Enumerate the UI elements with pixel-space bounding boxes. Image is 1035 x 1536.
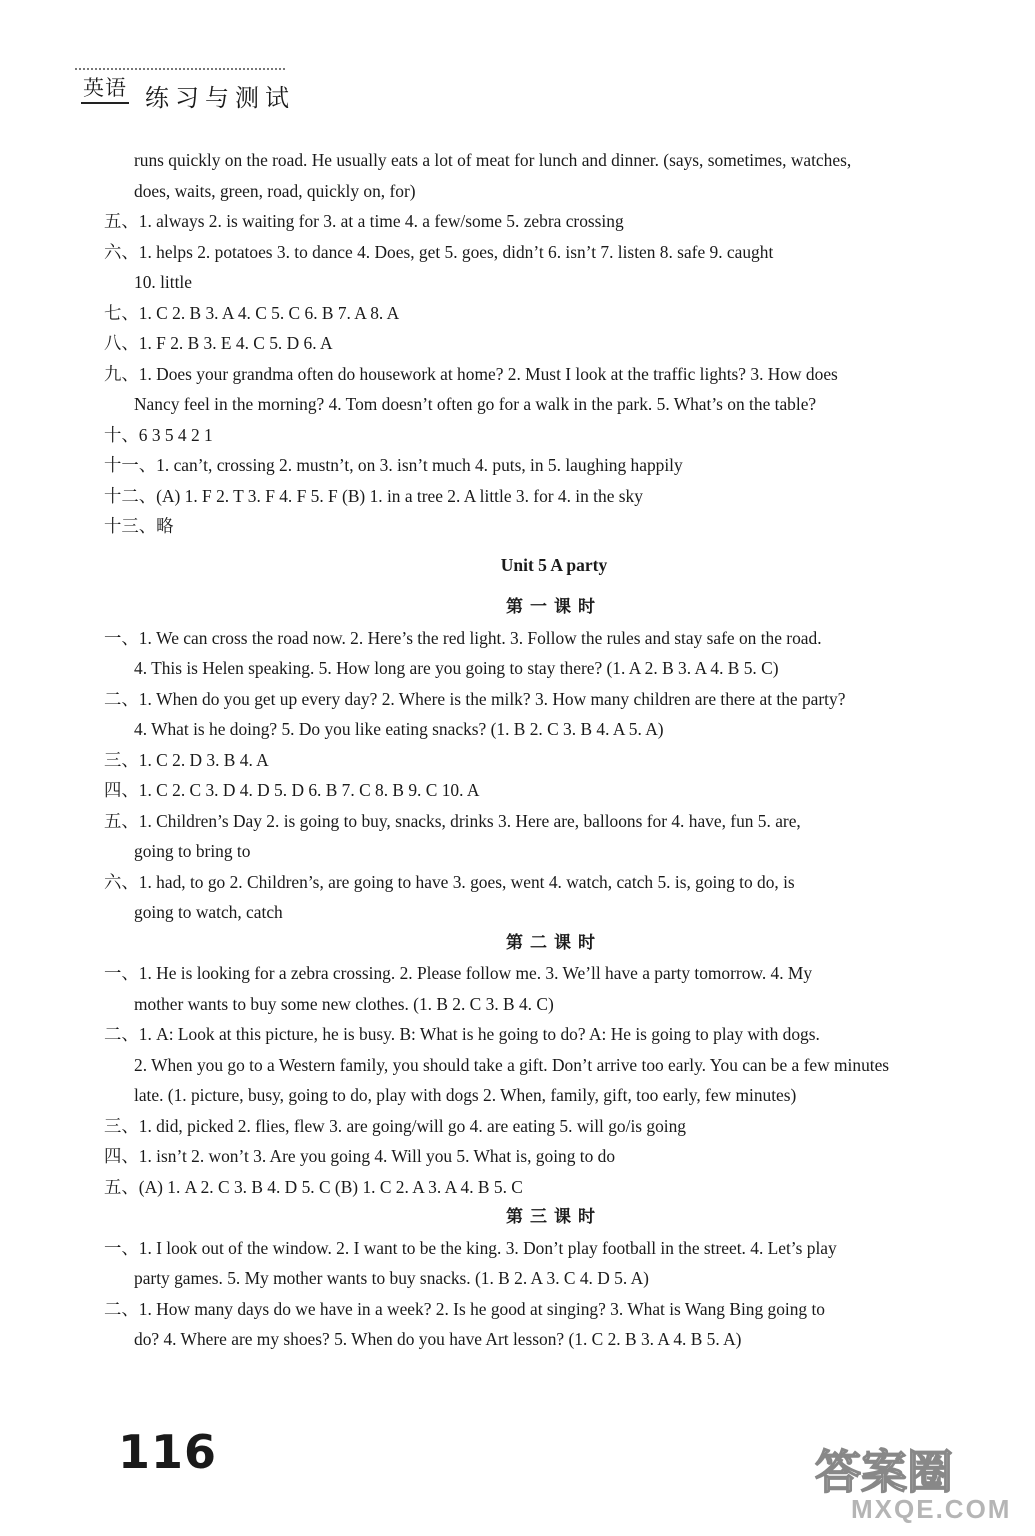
answer-line-continued: going to watch, catch: [134, 902, 283, 922]
subject-label: 英语: [81, 72, 129, 104]
unit-heading: Unit 5 A party: [500, 554, 608, 575]
answer-line: 十、6 3 5 4 2 1: [104, 424, 213, 445]
answer-line-continued: mother wants to buy some new clothes. (1. B 2. C 3. B 4. C): [134, 993, 554, 1014]
watermark-logo-text: 答案圈: [815, 1445, 953, 1499]
answer-line: 二、1. How many days do we have in a week? 2. Is he good at singing? 3. What is Wang Bing going to: [104, 1298, 825, 1319]
answer-line: 五、1. always 2. is waiting for 3. at a time 4. a few/some 5. zebra crossing: [104, 211, 624, 231]
answer-line: 一、1. I look out of the window. 2. I want to be the king. 3. Don’t play football in the street. 4. Let’s play: [104, 1237, 837, 1258]
answer-line-continued: late. (1. picture, busy, going to do, play with dogs 2. When, family, gift, too early, few minutes): [134, 1085, 797, 1105]
watermark-url: MXQE.COM: [851, 1494, 1012, 1524]
answer-line: 十三、略: [104, 516, 174, 536]
watermark-logo: [815, 1436, 1025, 1532]
answer-line: 六、1. helps 2. potatoes 3. to dance 4. Does, get 5. goes, didn’t 6. isn’t 7. listen 8. safe 9. caught: [104, 241, 774, 262]
answer-line-continued: going to bring to: [134, 841, 251, 861]
answer-line: 二、1. A: Look at this picture, he is busy. B: What is he going to do? A: He is going to play with dogs.: [104, 1024, 820, 1044]
answer-line-continued: party games. 5. My mother wants to buy snacks. (1. B 2. A 3. C 4. D 5. A): [134, 1268, 649, 1288]
answer-line: 八、1. F 2. B 3. E 4. C 5. D 6. A: [104, 333, 333, 353]
answer-line-continued: runs quickly on the road. He usually eats a lot of meat for lunch and dinner. (says, sometimes, watches,: [134, 150, 852, 170]
lesson-heading: 第一课时: [506, 597, 602, 617]
answer-line: 五、(A) 1. A 2. C 3. B 4. D 5. C (B) 1. C 2. A 3. A 4. B 5. C: [104, 1176, 523, 1197]
book-title: 练习与测试: [145, 84, 295, 112]
page-header: [75, 58, 375, 118]
answer-line-continued: Nancy feel in the morning? 4. Tom doesn’t often go for a walk in the park. 5. What’s on the table?: [134, 394, 817, 414]
answer-line-continued: 4. This is Helen speaking. 5. How long are you going to stay there? (1. A 2. B 3. A 4. B 5. C): [134, 658, 779, 678]
answer-line: 四、1. isn’t 2. won’t 3. Are you going 4. Will you 5. What is, going to do: [104, 1146, 616, 1166]
answer-line: 十一、1. can’t, crossing 2. mustn’t, on 3. isn’t much 4. puts, in 5. laughing happily: [104, 455, 683, 475]
answer-line-continued: 10. little: [134, 272, 192, 292]
answer-line: 四、1. C 2. C 3. D 4. D 5. D 6. B 7. C 8. B 9. C 10. A: [104, 780, 480, 800]
answer-line: 二、1. When do you get up every day? 2. Where is the milk? 3. How many children are there at the party?: [104, 688, 846, 709]
header-dotted-rule: [75, 68, 285, 70]
answer-line: 七、1. C 2. B 3. A 4. C 5. C 6. B 7. A 8. A: [104, 302, 400, 323]
page-number: 116: [118, 1425, 218, 1479]
answer-line: 一、1. We can cross the road now. 2. Here’s the red light. 3. Follow the rules and stay safe on the road.: [104, 627, 822, 648]
answer-line: 三、1. did, picked 2. flies, flew 3. are going/will go 4. are eating 5. will go/is going: [104, 1115, 687, 1136]
answer-line: 三、1. C 2. D 3. B 4. A: [104, 749, 269, 770]
answer-line-continued: 2. When you go to a Western family, you should take a gift. Don’t arrive too early. You can be a few minutes: [134, 1054, 890, 1075]
answer-content: [104, 145, 1004, 1355]
lesson-heading: 第三课时: [506, 1207, 602, 1227]
answer-line: 九、1. Does your grandma often do housework at home? 2. Must I look at the traffic lights? 3. How does: [104, 363, 838, 384]
answer-line: 一、1. He is looking for a zebra crossing. 2. Please follow me. 3. We’ll have a party tomorrow. 4. My: [104, 963, 813, 983]
answer-line: 五、1. Children’s Day 2. is going to buy, snacks, drinks 3. Here are, balloons for 4. have, fun 5. are,: [104, 810, 801, 831]
lesson-heading: 第二课时: [506, 932, 602, 953]
answer-line: 六、1. had, to go 2. Children’s, are going to have 3. goes, went 4. watch, catch 5. is, going to do, is: [104, 871, 795, 892]
answer-line-continued: 4. What is he doing? 5. Do you like eating snacks? (1. B 2. C 3. B 4. A 5. A): [134, 719, 664, 739]
answer-line: 十二、(A) 1. F 2. T 3. F 4. F 5. F (B) 1. in a tree 2. A little 3. for 4. in the sky: [104, 485, 643, 506]
answer-line-continued: do? 4. Where are my shoes? 5. When do you have Art lesson? (1. C 2. B 3. A 4. B 5. A): [134, 1329, 742, 1349]
answer-line-continued: does, waits, green, road, quickly on, for): [134, 180, 416, 201]
